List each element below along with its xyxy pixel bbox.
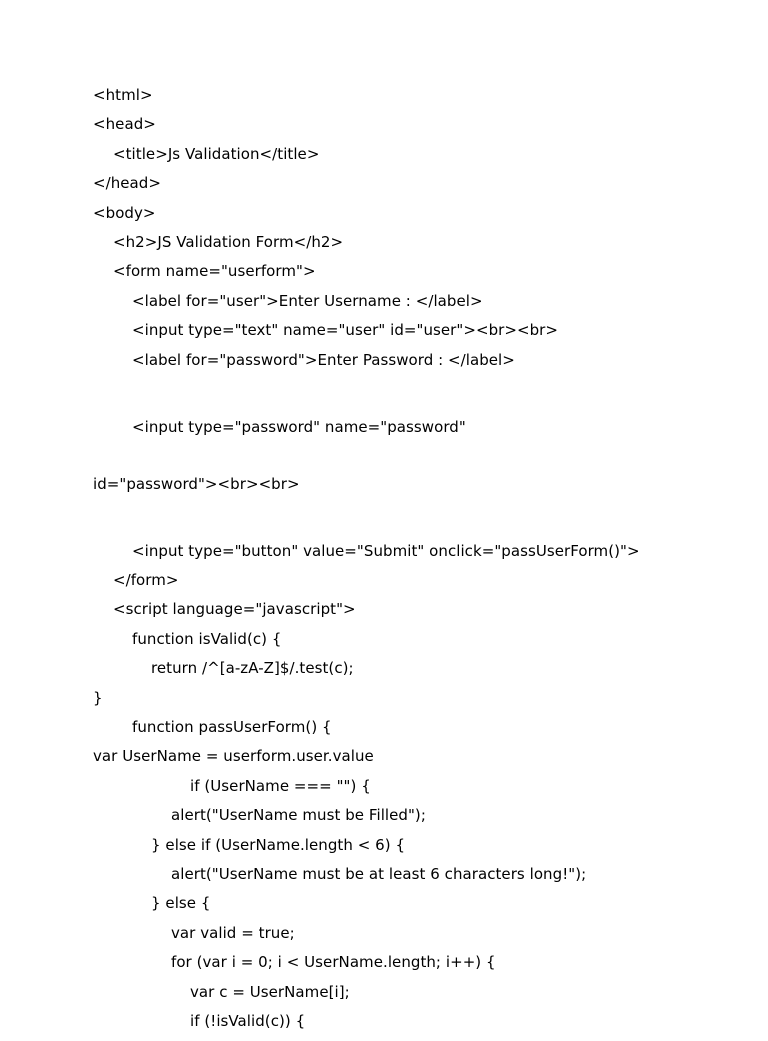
code-line: function isValid(c) { bbox=[132, 629, 282, 648]
code-line: <input type="button" value="Submit" onclick="passUserForm()"> bbox=[132, 541, 640, 560]
code-line: } else { bbox=[151, 894, 211, 913]
code-line: <label for="password">Enter Password : </label> bbox=[132, 350, 515, 369]
code-line: alert("UserName must be at least 6 characters long!"); bbox=[171, 865, 587, 883]
code-line: <form name="userform"> bbox=[113, 262, 316, 281]
code-line: var UserName = userform.user.value bbox=[93, 747, 374, 766]
code-line: return /^[a-zA-Z]$/.test(c); bbox=[151, 659, 354, 678]
code-line: } else if (UserName.length < 6) { bbox=[151, 835, 406, 854]
code-line: <head> bbox=[93, 115, 156, 134]
code-line: for (var i = 0; i < UserName.length; i++) { bbox=[171, 953, 496, 972]
code-line: <script language="javascript"> bbox=[113, 600, 356, 619]
code-line-part: id="password"><br><br> bbox=[93, 474, 300, 493]
code-line: } bbox=[93, 688, 103, 707]
code-line: function passUserForm() { bbox=[132, 718, 332, 737]
code-line: alert("UserName must be Filled"); bbox=[171, 806, 426, 825]
code-line: <body> bbox=[93, 203, 156, 222]
code-line: <h2>JS Validation Form</h2> bbox=[113, 232, 344, 251]
code-line: <input type="text" name="user" id="user"><br><br> bbox=[132, 321, 559, 340]
code-listing bbox=[93, 86, 693, 1041]
code-line-part: <input type="password" name="password" bbox=[132, 417, 466, 436]
code-line: <html> bbox=[93, 86, 153, 104]
code-line: </form> bbox=[113, 571, 179, 590]
code-line: <label for="user">Enter Username : </label> bbox=[132, 291, 483, 310]
code-line: var c = UserName[i]; bbox=[190, 982, 350, 1001]
code-line: var valid = true; bbox=[171, 923, 295, 942]
code-line: if (UserName === "") { bbox=[190, 776, 371, 795]
code-line: </head> bbox=[93, 174, 161, 193]
code-line-wrapped bbox=[93, 380, 693, 532]
code-line: <title>Js Validation</title> bbox=[113, 144, 320, 163]
code-line: if (!isValid(c)) { bbox=[190, 1011, 306, 1030]
